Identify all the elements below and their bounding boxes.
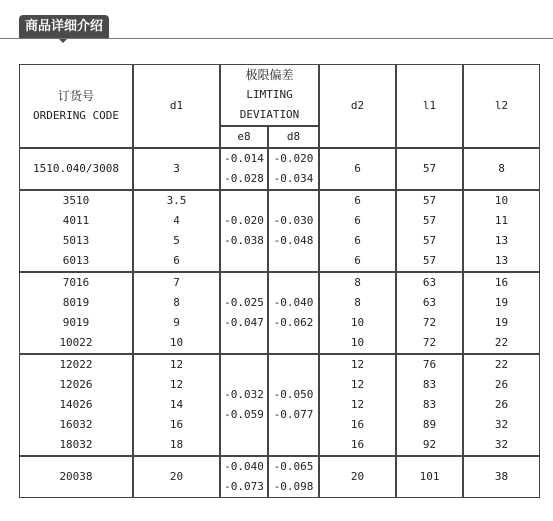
section-title: 商品详细介绍 <box>25 19 104 34</box>
d8-cell-value: -0.062 <box>273 316 314 329</box>
d8-cell <box>268 272 319 354</box>
l2-cell-value: 26 <box>494 378 509 391</box>
ordering-code-cell-value: 4011 <box>62 214 90 227</box>
l1-cell-value: 63 <box>422 296 437 309</box>
e8-cell-value: -0.040 <box>224 460 264 473</box>
l2-cell-value: 13 <box>494 234 509 247</box>
ordering-code-cell <box>19 148 133 190</box>
ordering-code-cell-value: 20038 <box>59 470 93 483</box>
l2-cell <box>463 272 540 354</box>
e8-cell-value: -0.032 <box>224 388 264 401</box>
l2-cell-value: 22 <box>494 358 509 371</box>
l2-cell-value: 13 <box>494 254 509 267</box>
l1-cell <box>396 148 463 190</box>
l2-cell-value: 26 <box>494 398 509 411</box>
l2-cell <box>463 190 540 272</box>
l1-cell-value: 57 <box>422 254 437 267</box>
d1-cell-value: 8 <box>173 296 180 309</box>
header-d1: d1 <box>133 64 220 148</box>
d1-cell-value: 4 <box>173 214 180 227</box>
e8-cell <box>220 354 268 456</box>
l1-cell-value: 63 <box>422 276 437 289</box>
e8-cell <box>220 148 268 190</box>
header-ordering-code-cn: 订货号 <box>57 89 94 103</box>
l1-cell <box>396 272 463 354</box>
d1-cell-value: 12 <box>169 358 184 371</box>
d8-cell <box>268 190 319 272</box>
d2-cell-value: 12 <box>350 358 365 371</box>
l2-cell-value: 16 <box>494 276 509 289</box>
e8-cell-value: -0.038 <box>224 234 264 247</box>
header-deviation <box>220 64 319 126</box>
l1-cell-value: 72 <box>422 316 437 329</box>
d1-cell-value: 7 <box>173 276 180 289</box>
l2-cell-value: 22 <box>494 336 509 349</box>
ordering-code-cell-value: 5013 <box>62 234 90 247</box>
d2-cell-value: 8 <box>354 296 361 309</box>
e8-cell-value: -0.028 <box>224 172 264 185</box>
ordering-code-cell-value: 12022 <box>59 358 93 371</box>
l2-cell-value: 11 <box>494 214 509 227</box>
d1-cell <box>133 456 220 498</box>
d2-cell-value: 6 <box>354 254 361 267</box>
d8-cell-value: -0.040 <box>273 296 314 309</box>
header-e8: e8 <box>220 126 268 148</box>
l1-cell-value: 72 <box>422 336 437 349</box>
ordering-code-cell-value: 1510.040/3008 <box>32 162 120 175</box>
l1-cell <box>396 456 463 498</box>
l1-cell-value: 101 <box>419 470 440 483</box>
d8-cell-value: -0.048 <box>273 234 314 247</box>
spec-table <box>19 64 540 498</box>
header-row <box>19 64 540 126</box>
d1-cell-value: 9 <box>173 316 180 329</box>
d8-cell-value: -0.077 <box>273 408 314 421</box>
ordering-code-cell <box>19 272 133 354</box>
e8-cell <box>220 190 268 272</box>
l2-cell <box>463 354 540 456</box>
section-tab <box>19 15 109 38</box>
data-row <box>19 354 540 456</box>
d8-cell <box>268 148 319 190</box>
d2-cell-value: 12 <box>350 398 365 411</box>
d2-cell-value: 8 <box>354 276 361 289</box>
d2-cell-value: 10 <box>350 316 365 329</box>
d8-cell <box>268 456 319 498</box>
d1-cell <box>133 148 220 190</box>
d1-cell-value: 3 <box>173 162 180 175</box>
l1-cell-value: 57 <box>422 194 437 207</box>
header-d2: d2 <box>319 64 396 148</box>
l1-cell-value: 92 <box>422 438 437 451</box>
header-ordering-code-en: ORDERING CODE <box>32 109 120 122</box>
d1-cell <box>133 190 220 272</box>
ordering-code-cell-value: 6013 <box>62 254 90 267</box>
d1-cell-value: 3.5 <box>166 194 187 207</box>
e8-cell-value: -0.073 <box>224 480 264 493</box>
l1-cell-value: 89 <box>422 418 437 431</box>
d1-cell-value: 5 <box>173 234 180 247</box>
ordering-code-cell-value: 12026 <box>59 378 93 391</box>
d8-cell <box>268 354 319 456</box>
l2-cell-value: 8 <box>498 162 505 175</box>
header-deviation-en-2: DEVIATION <box>239 108 300 121</box>
d2-cell-value: 16 <box>350 418 365 431</box>
d8-cell-value: -0.065 <box>273 460 314 473</box>
d1-cell-value: 12 <box>169 378 184 391</box>
l2-cell-value: 19 <box>494 316 509 329</box>
d1-cell <box>133 354 220 456</box>
e8-cell-value: -0.059 <box>224 408 264 421</box>
data-row <box>19 456 540 498</box>
l1-cell <box>396 190 463 272</box>
e8-cell <box>220 272 268 354</box>
d1-cell-value: 6 <box>173 254 180 267</box>
l1-cell-value: 57 <box>422 162 437 175</box>
ordering-code-cell-value: 14026 <box>59 398 93 411</box>
d1-cell-value: 16 <box>169 418 184 431</box>
ordering-code-cell-value: 16032 <box>59 418 93 431</box>
d1-cell-value: 10 <box>169 336 184 349</box>
d8-cell-value: -0.050 <box>273 388 314 401</box>
data-row <box>19 148 540 190</box>
l1-cell-value: 76 <box>422 358 437 371</box>
header-l1: l1 <box>396 64 463 148</box>
d2-cell <box>319 190 396 272</box>
e8-cell-value: -0.047 <box>224 316 264 329</box>
ordering-code-cell-value: 9019 <box>62 316 90 329</box>
l2-cell-value: 38 <box>494 470 509 483</box>
d2-cell <box>319 456 396 498</box>
header-ordering-code <box>19 64 133 148</box>
d1-cell-value: 18 <box>169 438 184 451</box>
ordering-code-cell-value: 18032 <box>59 438 93 451</box>
l2-cell-value: 32 <box>494 418 509 431</box>
ordering-code-cell-value: 3510 <box>62 194 90 207</box>
d2-cell-value: 20 <box>350 470 365 483</box>
d8-cell-value: -0.098 <box>273 480 314 493</box>
spec-table-body <box>19 64 540 498</box>
d8-cell-value: -0.030 <box>273 214 314 227</box>
d2-cell-value: 16 <box>350 438 365 451</box>
l1-cell-value: 83 <box>422 398 437 411</box>
d1-cell <box>133 272 220 354</box>
l2-cell-value: 10 <box>494 194 509 207</box>
ordering-code-cell <box>19 190 133 272</box>
d2-cell-value: 10 <box>350 336 365 349</box>
d1-cell-value: 20 <box>169 470 184 483</box>
l2-cell <box>463 456 540 498</box>
l2-cell <box>463 148 540 190</box>
ordering-code-cell-value: 8019 <box>62 296 90 309</box>
e8-cell <box>220 456 268 498</box>
section-divider <box>0 38 553 39</box>
l2-cell-value: 19 <box>494 296 509 309</box>
d2-cell-value: 6 <box>354 194 361 207</box>
d2-cell-value: 6 <box>354 162 361 175</box>
ordering-code-cell <box>19 354 133 456</box>
d2-cell <box>319 148 396 190</box>
d8-cell-value: -0.034 <box>273 172 314 185</box>
header-d8: d8 <box>268 126 319 148</box>
e8-cell-value: -0.020 <box>224 214 264 227</box>
header-deviation-cn: 极限偏差 <box>245 68 294 82</box>
e8-cell-value: -0.025 <box>224 296 264 309</box>
d2-cell <box>319 354 396 456</box>
d2-cell-value: 6 <box>354 214 361 227</box>
ordering-code-cell-value: 7016 <box>62 276 90 289</box>
l1-cell-value: 57 <box>422 214 437 227</box>
header-deviation-en-1: LIMTING <box>246 88 293 101</box>
l1-cell-value: 83 <box>422 378 437 391</box>
header-l2: l2 <box>463 64 540 148</box>
d1-cell-value: 14 <box>169 398 184 411</box>
d8-cell-value: -0.020 <box>273 152 314 165</box>
ordering-code-cell <box>19 456 133 498</box>
data-row <box>19 190 540 272</box>
l1-cell <box>396 354 463 456</box>
l1-cell-value: 57 <box>422 234 437 247</box>
ordering-code-cell-value: 10022 <box>59 336 93 349</box>
e8-cell-value: -0.014 <box>224 152 264 165</box>
d2-cell <box>319 272 396 354</box>
d2-cell-value: 6 <box>354 234 361 247</box>
d2-cell-value: 12 <box>350 378 365 391</box>
data-row <box>19 272 540 354</box>
l2-cell-value: 32 <box>494 438 509 451</box>
